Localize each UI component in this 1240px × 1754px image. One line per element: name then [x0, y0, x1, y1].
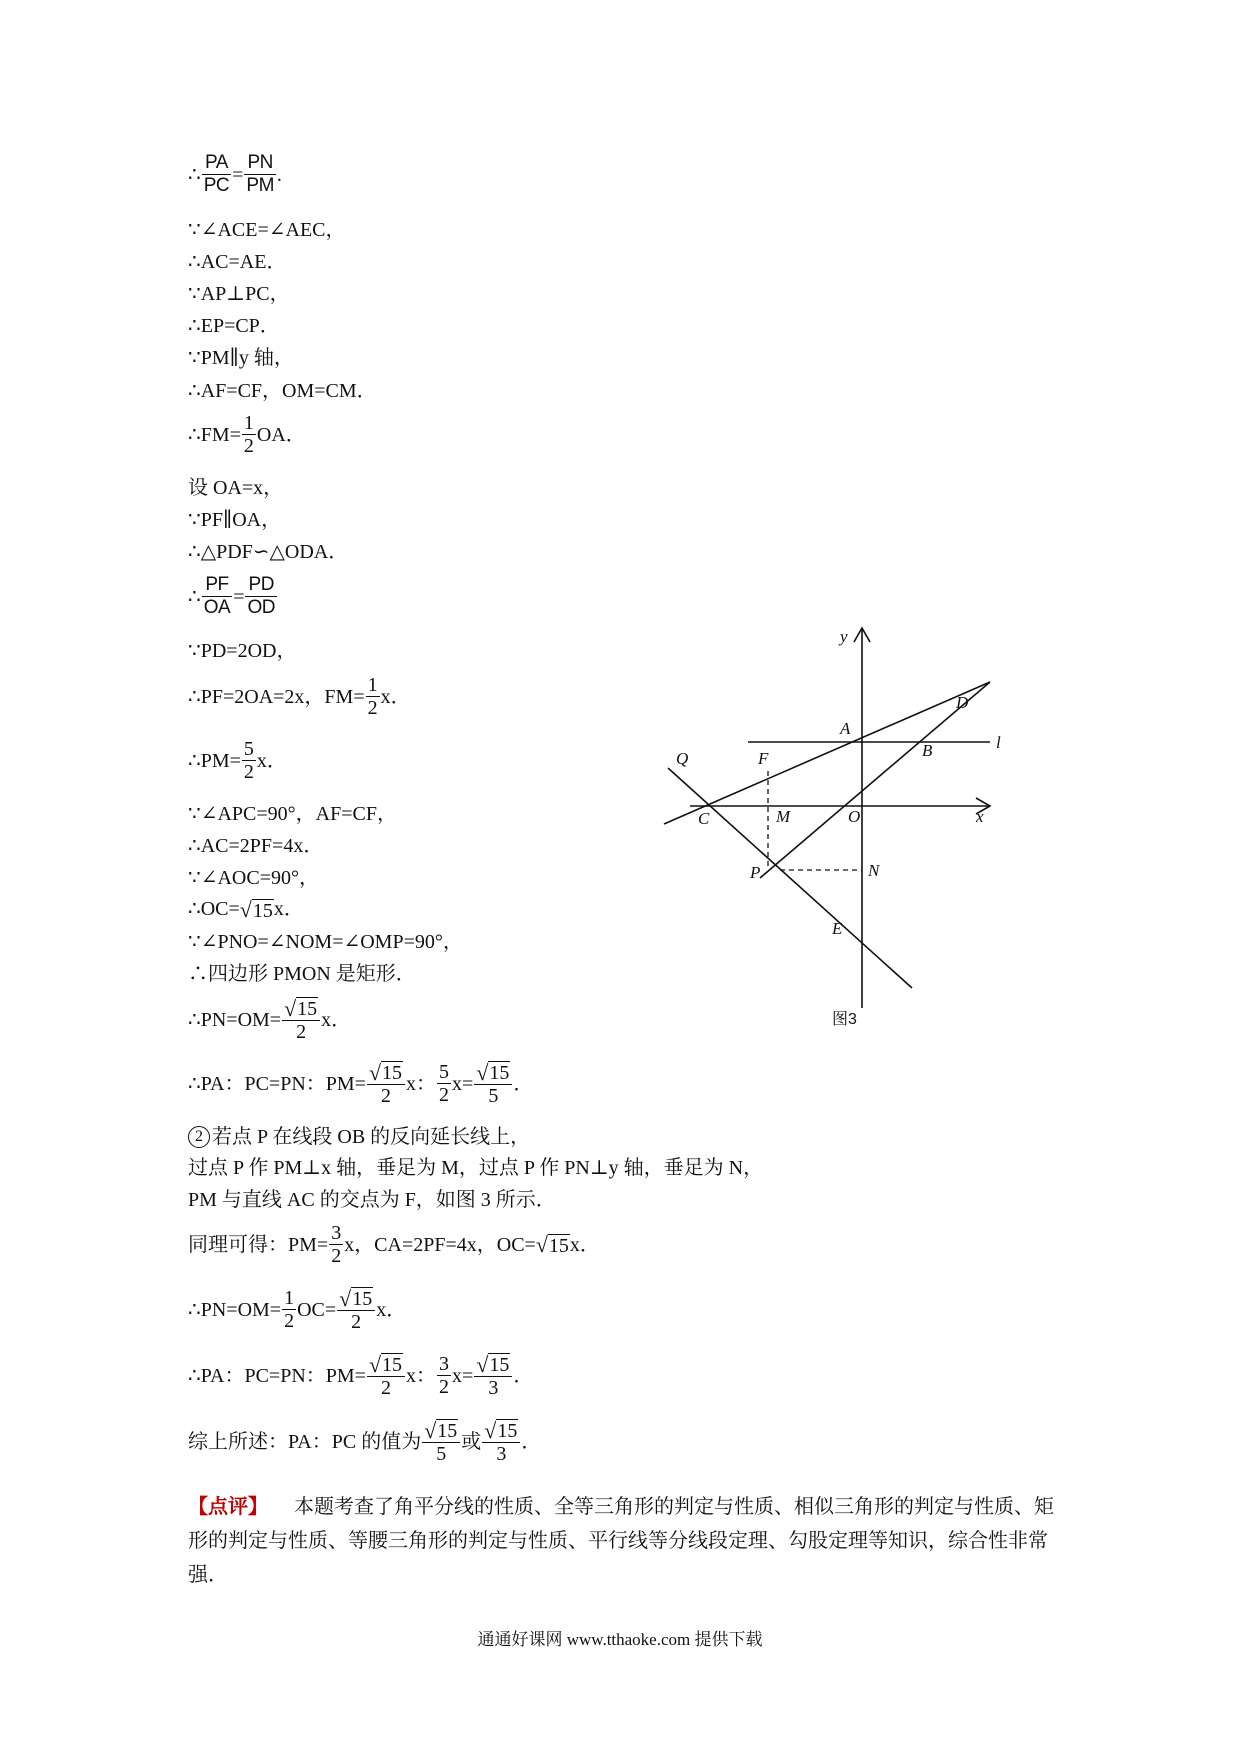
- text: OA．: [256, 423, 306, 446]
- line-2: ∵∠ACE=∠AEC，: [188, 219, 346, 241]
- fraction-half: [366, 674, 380, 719]
- review-text: 本题考查了角平分线的性质、全等三角形的判定与性质、相似三角形的判定与性质、矩形的判定与性质、等腰三角形的判定与性质、平行线等分线段定理、勾股定理等知识，综合性非常强．: [188, 1496, 1054, 1586]
- radicand: 15: [497, 1420, 518, 1443]
- frac-den: 2: [380, 1085, 391, 1108]
- line-7: ∴AF=CF，OM=CM．: [188, 380, 377, 402]
- equals: =: [232, 163, 244, 186]
- line-17: ∴AC=2PF=4x．: [188, 835, 324, 857]
- sqrt-15: [369, 1352, 403, 1376]
- sqrt-15: [484, 1418, 518, 1442]
- text: x．: [569, 1233, 600, 1256]
- radical-sign: √: [368, 1351, 382, 1377]
- line-28: [188, 1286, 406, 1333]
- line-10: ∵PF∥OA，: [188, 509, 282, 531]
- fraction-three-halves: [329, 1222, 343, 1267]
- therefore-symbol: ∴: [188, 163, 201, 186]
- frac-num: 3: [439, 1353, 450, 1376]
- frac-den: 3: [496, 1443, 507, 1466]
- frac-den: PM: [246, 175, 274, 196]
- frac-den: 2: [296, 1021, 307, 1044]
- fraction: [474, 1352, 512, 1399]
- text: x．: [273, 898, 304, 921]
- frac-den: 2: [243, 435, 254, 457]
- text: ∴OC=: [188, 898, 240, 921]
- fraction-half: [282, 1287, 296, 1332]
- text: 若点 P 在线段 OB 的反向延长线上，: [212, 1126, 531, 1149]
- fraction-half: [242, 412, 256, 457]
- radicand: 15: [437, 1420, 458, 1443]
- text: x．: [380, 685, 411, 708]
- label-l: l: [996, 733, 1001, 752]
- radical-sign: √: [484, 1417, 497, 1443]
- radical-sign: √: [368, 1059, 382, 1085]
- frac-num: PF: [202, 574, 232, 597]
- line-cd: [664, 682, 990, 824]
- label-e: E: [832, 919, 843, 938]
- line-16: ∵∠APC=90°，AF=CF，: [188, 803, 397, 825]
- frac-den: OD: [247, 597, 275, 618]
- frac-num: [337, 1286, 375, 1311]
- line-19: [188, 896, 304, 922]
- label-y: y: [840, 627, 848, 646]
- text: ∴PA：PC=PN：PM=: [188, 1364, 366, 1387]
- frac-num: 1: [243, 412, 254, 434]
- line-26: PM 与直线 AC 的交点为 F，如图 3 所示．: [188, 1189, 556, 1211]
- line-11: ∴△PDF∽△ODA．: [188, 541, 349, 563]
- radicand: 15: [548, 1234, 569, 1257]
- line-20: ∵∠PNO=∠NOM=∠OMP=90°，: [188, 931, 463, 953]
- line-30-conclusion: [188, 1418, 541, 1465]
- fraction: [437, 1061, 451, 1106]
- radical-sign: √: [476, 1351, 489, 1377]
- frac-den: PC: [203, 175, 230, 196]
- text: x．: [256, 749, 287, 772]
- review-tag: 【点评】: [188, 1496, 268, 1518]
- fraction-pa-pc: [202, 152, 231, 197]
- frac-den: 2: [331, 1245, 342, 1267]
- text: ∴PM=: [188, 749, 241, 772]
- text: x：: [406, 1072, 437, 1095]
- sqrt-15: [476, 1352, 510, 1376]
- line-25: 过点 P 作 PM⊥x 轴，垂足为 M，过点 P 作 PN⊥y 轴，垂足为 N，: [188, 1157, 764, 1179]
- line-27: [188, 1222, 600, 1267]
- line-24: [188, 1124, 530, 1149]
- text: ．: [521, 1430, 542, 1453]
- frac-num: [282, 996, 320, 1021]
- review-paragraph: [188, 1490, 1058, 1592]
- line-14: [188, 674, 411, 719]
- frac-num: [367, 1060, 405, 1085]
- line-29: [188, 1352, 533, 1399]
- fraction-pf-oa: [202, 574, 232, 619]
- fraction: [337, 1286, 375, 1333]
- line-8: [188, 412, 306, 457]
- frac-num: [474, 1352, 512, 1377]
- line-13: ∵PD=2OD，: [188, 640, 297, 662]
- frac-den: 2: [284, 1310, 295, 1333]
- frac-den: 2: [439, 1084, 450, 1107]
- text: ∴FM=: [188, 423, 241, 446]
- label-a: A: [840, 719, 851, 738]
- text: ∴PN=OM=: [188, 1298, 282, 1321]
- label-c: C: [698, 809, 710, 828]
- text: ∴PF=2OA=2x，FM=: [188, 685, 365, 708]
- frac-num: [474, 1060, 512, 1085]
- line-4: ∵AP⊥PC，: [188, 283, 290, 305]
- sqrt-15: [240, 897, 274, 922]
- line-21: ∴四边形 PMON 是矩形．: [188, 963, 416, 985]
- frac-num: 1: [284, 1287, 295, 1310]
- radicand: 15: [382, 1062, 403, 1085]
- text: 综上所述：PA：PC 的值为: [188, 1430, 422, 1453]
- text: ∴PN=OM=: [188, 1008, 282, 1031]
- geometry-figure-3: [650, 608, 1050, 1028]
- frac-den: 2: [351, 1311, 362, 1334]
- fraction: [422, 1418, 460, 1465]
- text: x=: [452, 1072, 474, 1095]
- line-9: 设 OA=x，: [188, 477, 284, 499]
- radical-sign: √: [476, 1059, 489, 1085]
- text: x=: [452, 1364, 474, 1387]
- frac-den: 3: [488, 1377, 499, 1400]
- line-23: [188, 1060, 533, 1107]
- radicand: 15: [489, 1354, 510, 1377]
- frac-num: [422, 1418, 460, 1443]
- fraction-pn-pm: [244, 152, 276, 197]
- sqrt-15: [369, 1060, 403, 1084]
- footer: 通通好课网 www.tthaoke.com 提供下载: [477, 1630, 763, 1649]
- text: x，CA=2PF=4x，OC=: [344, 1233, 536, 1256]
- text: 或: [461, 1430, 482, 1453]
- line-15: [188, 738, 287, 783]
- sqrt-15: [424, 1418, 458, 1442]
- fraction: [437, 1353, 451, 1398]
- text: x：: [406, 1364, 437, 1387]
- text: ．: [513, 1364, 534, 1387]
- text: x．: [321, 1008, 352, 1031]
- text: ．: [513, 1072, 534, 1095]
- label-b: B: [922, 741, 933, 760]
- radical-sign: √: [284, 995, 297, 1021]
- line-12: [188, 574, 278, 619]
- equals: =: [233, 585, 245, 608]
- frac-den: 2: [243, 761, 254, 783]
- label-o: O: [848, 807, 861, 826]
- frac-num: [482, 1418, 520, 1443]
- frac-num: 1: [367, 674, 378, 696]
- line-18: ∵∠AOC=90°，: [188, 867, 319, 889]
- radical-sign: √: [239, 897, 252, 923]
- label-f: F: [758, 749, 769, 768]
- line-6: ∵PM∥y 轴，: [188, 347, 294, 369]
- radicand: 15: [252, 899, 273, 922]
- frac-den: 2: [367, 697, 378, 719]
- radicand: 15: [382, 1354, 403, 1377]
- frac-num: 5: [439, 1061, 450, 1084]
- radicand: 15: [352, 1288, 373, 1311]
- text: ∴PA：PC=PN：PM=: [188, 1072, 366, 1095]
- sqrt-15: [536, 1232, 570, 1257]
- sqrt-15: [339, 1286, 373, 1310]
- frac-den: 2: [439, 1376, 450, 1399]
- label-m: M: [776, 807, 791, 826]
- fraction: [474, 1060, 512, 1107]
- frac-num: PN: [244, 152, 276, 175]
- fraction-pd-od: [245, 574, 277, 619]
- circled-number: 2: [188, 1126, 210, 1148]
- label-x: x: [976, 807, 984, 826]
- fraction: [367, 1352, 405, 1399]
- frac-den: 5: [488, 1085, 499, 1108]
- line-22: [188, 996, 351, 1043]
- radicand: 15: [489, 1062, 510, 1085]
- figure-caption: 图3: [832, 1011, 857, 1028]
- line-5: ∴EP=CP．: [188, 315, 280, 337]
- frac-num: PA: [202, 152, 231, 175]
- text: OC=: [297, 1298, 337, 1321]
- fraction: [482, 1418, 520, 1465]
- label-n: N: [868, 861, 880, 880]
- text: 同理可得：PM=: [188, 1233, 329, 1256]
- sqrt-15: [284, 996, 318, 1020]
- frac-num: 5: [243, 738, 254, 760]
- label-q: Q: [676, 749, 689, 768]
- fraction-sqrt15-over-2: [282, 996, 320, 1043]
- text: x．: [376, 1298, 407, 1321]
- frac-den: 2: [380, 1377, 391, 1400]
- line-3: ∴AC=AE．: [188, 251, 287, 273]
- fraction: [367, 1060, 405, 1107]
- sqrt-15: [476, 1060, 510, 1084]
- period: .: [276, 163, 282, 186]
- radical-sign: √: [424, 1417, 437, 1443]
- frac-num: 3: [331, 1222, 342, 1244]
- radical-sign: √: [339, 1285, 352, 1311]
- radical-sign: √: [535, 1232, 548, 1258]
- label-p: P: [750, 863, 761, 882]
- fraction-five-halves: [242, 738, 256, 783]
- frac-den: 5: [436, 1443, 447, 1466]
- frac-num: PD: [245, 574, 277, 597]
- line-ratio-pa-pc: [188, 152, 282, 197]
- frac-num: [367, 1352, 405, 1377]
- therefore-symbol: ∴: [188, 585, 201, 608]
- label-d: D: [956, 693, 969, 712]
- frac-den: OA: [203, 597, 231, 618]
- radicand: 15: [297, 998, 318, 1021]
